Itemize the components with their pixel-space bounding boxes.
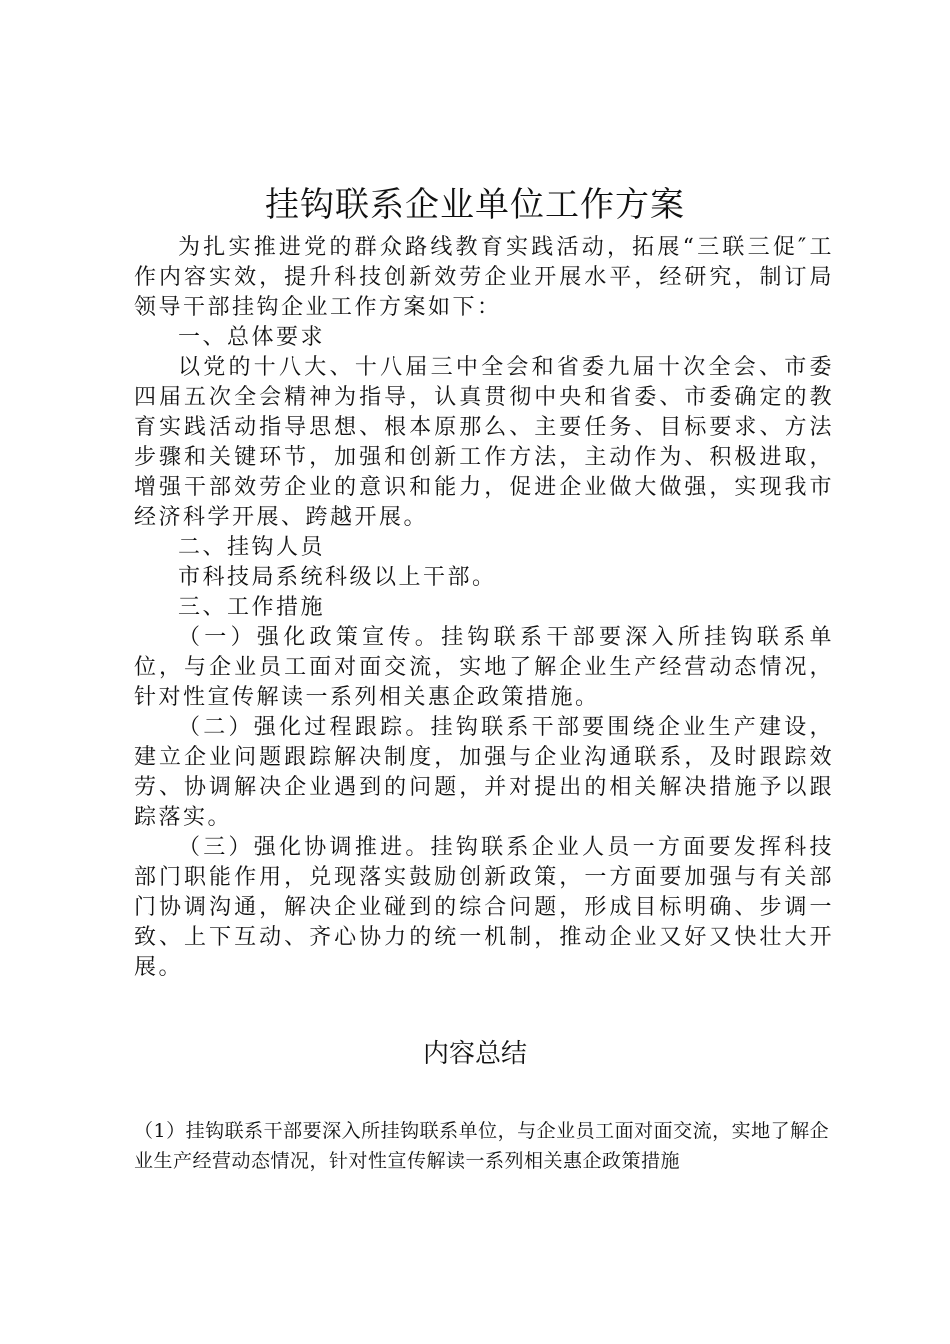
section-heading-personnel: 二、挂钩人员: [178, 535, 326, 560]
personnel-paragraph: 市科技局系统科级以上干部。: [178, 565, 497, 590]
document-body: [134, 233, 834, 983]
section-heading-general-requirements: 一、总体要求: [178, 325, 326, 350]
measure-3-paragraph: （三）强化协调推进。挂钩联系企业人员一方面要发挥科技部门职能作用，兑现落实鼓励创新政策，一方面要加强与有关部门协调沟通，解决企业碰到的综合问题，形成目标明确、步调一致、上下互动、齐心协力的统一机制，推动企业又好又快壮大开展。: [134, 835, 834, 980]
intro-paragraph: 为扎实推进党的群众路线教育实践活动，拓展“三联三促″工作内容实效，提升科技创新效劳企业开展水平，经研究，制订局领导干部挂钩企业工作方案如下：: [134, 235, 834, 320]
general-requirements-paragraph: 以党的十八大、十八届三中全会和省委九届十次全会、市委四届五次全会精神为指导，认真贯彻中央和省委、市委确定的教育实践活动指导思想、根本原那么、主要任务、目标要求、方法步骤和关键环节，加强和创新工作方法，主动作为、积极进取，增强干部效劳企业的意识和能力，促进企业做大做强，实现我市经济科学开展、跨越开展。: [134, 355, 834, 530]
measure-1-paragraph: （一）强化政策宣传。挂钩联系干部要深入所挂钩联系单位，与企业员工面对面交流，实地了解企业生产经营动态情况，针对性宣传解读一系列相关惠企政策措施。: [134, 625, 834, 710]
measure-2-paragraph: （二）强化过程跟踪。挂钩联系干部要围绕企业生产建设，建立企业问题跟踪解决制度，加强与企业沟通联系，及时跟踪效劳、协调解决企业遇到的问题，并对提出的相关解决措施予以跟踪落实。: [134, 715, 834, 830]
document-title: 挂钩联系企业单位工作方案: [265, 185, 685, 225]
summary-text: （1）挂钩联系干部要深入所挂钩联系单位，与企业员工面对面交流，实地了解企业生产经营动态情况，针对性宣传解读一系列相关惠企政策措施: [134, 1120, 830, 1172]
summary-title: 内容总结: [422, 1039, 527, 1069]
section-heading-measures: 三、工作措施: [178, 595, 326, 620]
